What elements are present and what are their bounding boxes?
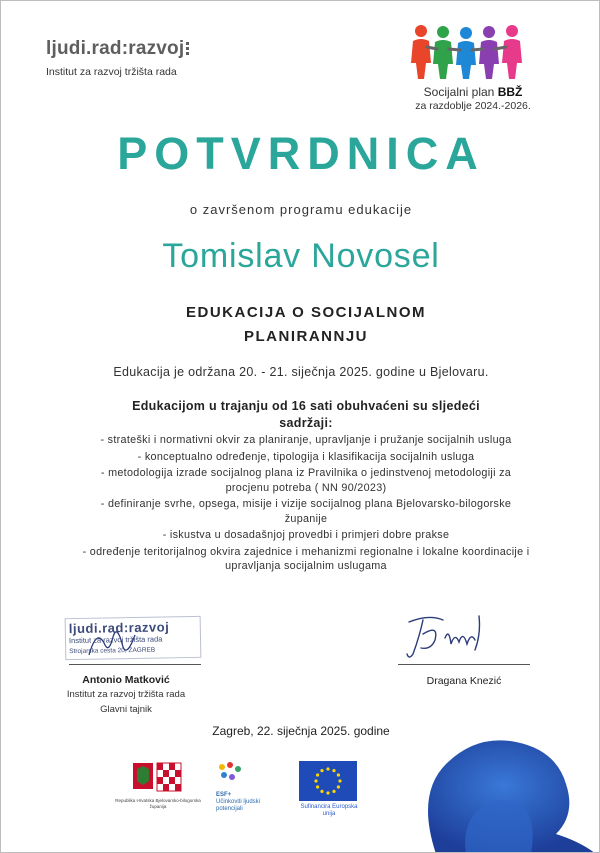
social-plan-period: za razdoblje 2024.-2026. (415, 100, 531, 112)
list-item: - konceptualno određenje, tipologija i klasifikacija socijalnih usluga (137, 450, 475, 463)
social-plan-title: Socijalni plan (423, 85, 498, 99)
esf-caption: Učinkoviti ljudski potencijali (216, 799, 261, 812)
program-name-line1: EDUKACIJA O SOCIJALNOM (186, 304, 426, 321)
certificate-subtitle: o završenom programu edukacije (189, 202, 413, 217)
signature-line-right (398, 664, 530, 665)
list-item: - definiranje svrhe, opsega, misije i vizije socijalnog plana Bjelovarsko-bilogorske županije (100, 498, 512, 525)
dots-icon (186, 40, 189, 57)
stamp-line2: Strojarska cesta 20, ZAGREB (69, 646, 156, 656)
eu-stars-icon (299, 761, 357, 801)
social-plan-abbr: BBŽ (497, 85, 523, 99)
signature-line-left (69, 664, 201, 665)
stamp-brand: ljudi.rad:razvoj (68, 619, 170, 637)
signer-left-org: Institut za razvoj tržišta rada (66, 689, 186, 700)
signer-left (41, 674, 211, 715)
org-logo-subtitle: Institut za razvoj tržišta rada (46, 66, 177, 78)
topics-list (81, 433, 531, 576)
eu-flag (299, 761, 357, 801)
list-item: - određenje teritorijalnog okvira zajednice i mehanizmi regionalne i lokalne koordinacije i upravljanja socijalnim uslugama (82, 545, 530, 572)
certificate-title: POTVRDNICA (117, 128, 485, 179)
org-logo (46, 39, 189, 78)
list-item: - iskustva u dosadašnjoj provedbi i primjeri dobre prakse (162, 529, 450, 541)
social-plan-logo (393, 23, 553, 112)
program-name-line2: PLANIRANNJU (243, 328, 368, 345)
signature-right (399, 610, 499, 662)
decorative-figure-icon (406, 724, 596, 853)
eu-caption: Sufinancira Europska unija (300, 804, 358, 817)
signer-left-role: Glavni tajnik (100, 704, 152, 715)
content-heading: Edukacijom u trajanju od 16 sati obuhvaćeni su sljedeći sadržaji: (132, 399, 480, 430)
stamp-line1: Institut za razvoj tržišta rada (68, 634, 163, 646)
recipient-name: Tomislav Novosel (162, 237, 440, 275)
signer-left-name: Antonio Matković (82, 674, 170, 686)
org-logo-brand: ljudi.rad:razvoj (46, 38, 185, 59)
people-icon (409, 23, 537, 81)
esf-stars-icon (216, 761, 256, 785)
list-item: - metodologija izrade socijalnog plana iz Pravilnika o jedinstvenoj metodologiji za procjenu potreba ( NN 90/2023) (100, 467, 512, 494)
signature-left (83, 617, 153, 661)
esf-title: ESF+ (216, 792, 232, 798)
place-date: Zagreb, 22. siječnja 2025. godine (212, 724, 390, 738)
signer-right-name: Dragana Knezić (426, 675, 502, 687)
county-caption: Republika Hrvatska Bjelovarsko-bilogorska županija (115, 798, 201, 809)
list-item: - strateški i normativni okvir za planiranje, upravljanje i pružanje socijalnih usluga (100, 434, 512, 446)
program-name (131, 301, 481, 349)
esf-logo (216, 761, 268, 813)
county-crest-icon (131, 761, 183, 795)
event-details: Edukacija je održana 20. - 21. siječnja 2025. godine u Bjelovaru. (113, 365, 489, 379)
